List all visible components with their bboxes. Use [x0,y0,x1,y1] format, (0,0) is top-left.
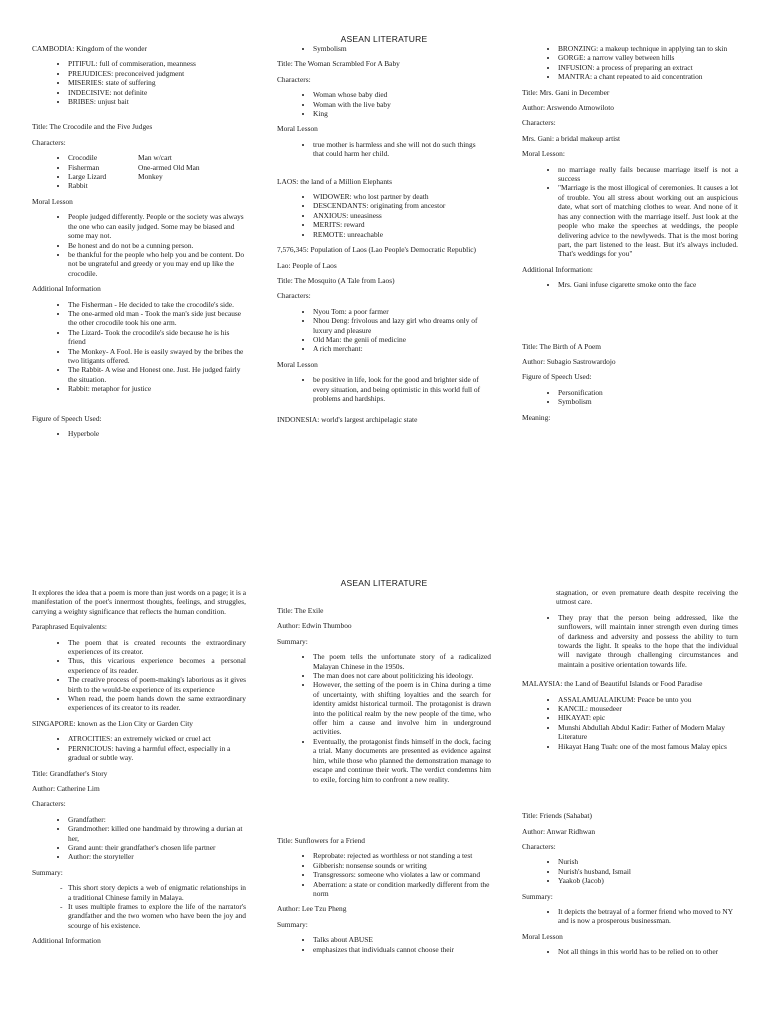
story-title: Title: The Exile [277,606,324,615]
column-3 [522,588,738,963]
list-item: • Woman with the live baby [313,100,487,109]
story-title: Title: The Crocodile and the Five Judges [32,122,153,132]
meaning-heading: Meaning: [522,412,551,422]
list-item: • People judged differently. People or the society was always the one who can easily judged. Some may be biased and some may not. [68,212,246,240]
list-item: • be thankful for the people who help you and be content. Do not be ungrateful and greedy or you may end up like the crocodile. [68,250,246,278]
list-item: • Nyou Tom: a poor farmer [313,307,487,316]
additional-info-list [522,280,738,289]
list-item: • When read, the poem hands down the same extraordinary experiences of its creator to its reader. [68,694,246,713]
summary-list [522,907,738,926]
list-item: • Hikayat Hang Tuah: one of the most famous Malay epics [558,742,738,751]
list-item: • "Marriage is the most illogical of ceremonies. It causes a lot of trouble. You all stress about working out an auspicious date, what sort of matching clothes to wear. And none of it has any connection with the marriage itself. Just look at the people who make the speeches at weddings, the people delivering advice to the newlyweds. That is the most boring part, the part listened to the least. But it's always included. That's weddings for you" [558,183,738,258]
figure-of-speech-heading: Figure of Speech Used: [522,372,592,382]
summary-list [32,883,246,930]
page-title: ASEAN LITERATURE [340,34,428,44]
list-item: • Mrs. Gani infuse cigarette smoke onto the face [558,280,738,289]
moral-heading: Moral Lesson [277,359,318,369]
continued-text: stagnation, or even premature death despite receiving the utmost care. [556,588,738,607]
list-item: • INDECISIVE: not definite [68,88,246,97]
list-item: - It uses multiple frames to explore the life of the narrator's grandfather and the two women who have been the joy and scourge of his existence. [68,902,246,930]
characters-heading: Characters: [277,74,311,84]
list-item: • Transgressors: someone who violates a law or command [313,870,491,879]
cambodia-vocab-list [32,59,246,106]
author-line: Author: Arswendo Atmowiloto [522,103,614,113]
characters-list [32,153,246,191]
moral-heading: Moral Lesson: [522,149,565,159]
moral-list [522,165,738,259]
list-item: • KANCIL: mousedeer [558,704,738,713]
indonesia-vocab-list [522,44,738,82]
indonesia-heading: INDONESIA: world's largest archipelagic state [277,415,418,425]
character-name: • Rabbit [68,181,88,191]
list-item: • The poem that is created recounts the extraordinary experiences of its creator. [68,638,246,657]
summary-heading: Summary: [277,636,308,646]
list-item: • ANXIOUS: uneasiness [313,211,487,220]
list-item [68,153,246,162]
list-item: • Reprobate: rejected as worthless or not standing a test [313,851,491,860]
list-item: • Be honest and do not be a cunning person. [68,241,246,250]
figure-of-speech-list [277,44,487,53]
lao-people-text: Lao: People of Laos [277,260,337,270]
moral-heading: Moral Lesson [522,931,563,941]
list-item: • MISERIES: state of suffering [68,78,246,87]
additional-info-heading: Additional Information: [522,264,593,274]
list-item: • King [313,109,487,118]
story-title: Title: Sunflowers for a Friend [277,835,365,845]
column-1 [32,44,246,444]
list-item: • BRONZING: a makeup technique in applying tan to skin [558,44,738,53]
list-item: • DESCENDANTS: originating from ancestor [313,201,487,210]
list-item: • The Rabbit- A wise and Honest one. Just. He judged fairly the situation. [68,365,246,384]
list-item: • Gibberish: nonsense sounds or writing [313,861,491,870]
list-item: • Symbolism [313,44,487,53]
character-name [138,181,238,190]
list-item: • The poem tells the unfortunate story of a radicalized Malayan Chinese in the 1950s. [313,652,491,671]
laos-heading: LAOS: the land of a Million Elephants [277,176,392,186]
author-line: Author: Lee Tzu Pheng [277,904,347,914]
list-item: • Nurish [558,857,738,866]
singapore-heading: SINGAPORE: known as the Lion City or Garden City [32,718,193,728]
malaysia-heading: MALAYSIA: the Land of Beautiful Islands or Food Paradise [522,679,703,689]
list-item: • Hyperbole [68,429,246,438]
list-item: • The creative process of poem-making's laborious as it gives birth to the would-be experience of its experience [68,675,246,694]
additional-info-list [32,300,246,394]
list-item: • Author: the storyteller [68,852,246,861]
characters-list [522,857,738,885]
character-line: Mrs. Gani: a bridal makeup artist [522,133,621,143]
moral-list [32,212,246,278]
characters-heading: Characters: [522,841,556,851]
intro-paragraph: It explores the idea that a poem is more than just words on a page; it is a manifestation of the poet's innermost thoughts, feelings, and struggles, carrying a weighty significance that reflects the human condition. [32,588,246,616]
characters-list [277,90,487,118]
additional-info-heading: Additional Information [32,284,101,294]
character-name: • Crocodile [68,153,98,163]
character-name: Monkey [138,172,163,182]
characters-heading: Characters: [32,137,66,147]
characters-list [32,815,246,862]
list-item: • Yaakob (Jacob) [558,876,738,885]
malaysia-vocab-list [522,695,738,751]
column-3 [522,44,738,428]
author-line: Author: Catherine Lim [32,783,100,793]
figure-of-speech-list [32,429,246,438]
list-item: - This short story depicts a web of enigmatic relationships in a traditional Chinese family in Malaya. [68,883,246,902]
laos-vocab-list [277,192,487,239]
list-item: • Eventually, the protagonist finds himself in the dock, facing a trial. Many documents are presented as evidence against him, while those who planned the demonstration manage to escape and continue their work. The verdict condemns him to exile, forcing him to confront a new reality. [313,737,491,784]
story-title: Title: Mrs. Gani in December [522,87,610,97]
characters-heading: Characters: [32,799,66,809]
list-item: • Aberration: a state or condition markedly different from the norm [313,880,491,899]
list-item: • Old Man: the genii of medicine [313,335,487,344]
cambodia-heading: CAMBODIA: Kingdom of the wonder [32,44,147,53]
list-item: • The Lizard- Took the crocodile's side because he is his friend [68,328,246,347]
list-item: • However, the setting of the poem is in China during a time of uncertainty, with shifting loyalties and the search for identity amidst historical turmoil. The protagonist is drawn into the political realm by the new people of the time, who offer him a cause and involve him in underground activities. [313,680,491,736]
author-line: Author: Edwin Thumboo [277,621,352,631]
list-item: • The man does not care about politicizing his ideology. [313,671,491,680]
list-item: • no marriage really fails because marriage itself is not a success [558,165,738,184]
moral-list [522,947,738,956]
list-item: • The one-armed old man - Took the man's side just because the other crocodile took his one arm. [68,309,246,328]
list-item: • The Fisherman - He decided to take the crocodile's side. [68,300,246,309]
character-name: One-armed Old Man [138,162,200,172]
characters-heading: Characters: [522,118,556,128]
list-item: • Not all things in this world has to be relied on to other [558,947,738,956]
list-item: • PERNICIOUS: having a harmful effect, especially in a gradual or subtle way. [68,744,246,763]
list-item: • Rabbit: metaphor for justice [68,384,246,393]
list-item [68,172,246,181]
moral-list [277,375,487,403]
list-item: • Grandmother: killed one handmaid by throwing a durian at her, [68,824,246,843]
story-title: Title: The Woman Scrambled For A Baby [277,59,400,69]
vocab-list [277,851,491,898]
characters-list [277,307,487,354]
author-line: Author: Anwar Ridhwan [522,826,596,836]
additional-info-heading: Additional Information [32,936,101,946]
author-line: Author: Subagio Sastrowardojo [522,356,616,366]
list-item: • Personification [558,388,738,397]
story-title: Title: The Mosquito (A Tale from Laos) [277,275,395,285]
column-2 [277,44,487,431]
summary-heading: Summary: [32,867,63,877]
list-item: • Talks about ABUSE [313,935,491,944]
list-item: • ATROCITIES: an extremely wicked or cruel act [68,734,246,743]
list-item: • Nurish's husband, Ismail [558,867,738,876]
summary-list [277,935,491,954]
paraphrased-list [32,638,246,713]
list-item: • emphasizes that individuals cannot choose their [313,945,491,954]
story-title: Title: Friends (Sahabat) [522,811,592,821]
summary-list [277,652,491,784]
character-name: • Fisherman [68,162,100,172]
list-item: • true mother is harmless and she will not do such things that could harm her child. [313,140,487,159]
list-item: • Nhou Deng: frivolous and lazy girl who dreams only of luxury and pleasure [313,316,487,335]
list-item: • HIKAYAT: epic [558,713,738,722]
list-item: • be positive in life, look for the good and brighter side of every situation, and being optimistic in this world full of problems and hardships. [313,375,487,403]
column-2 [277,606,491,960]
list-item: • PITIFUL: full of commiseration, meanness [68,59,246,68]
list-item: • It depicts the betrayal of a former friend who moved to NY and is now a prosperous businessman. [558,907,738,926]
moral-list [277,140,487,159]
character-name: Man w/cart [138,153,172,163]
list-item: • MANTRA: a chant repeated to aid concentration [558,72,738,81]
list-item: • A rich merchant: [313,344,487,353]
list-item: • WIDOWER: who lost partner by death [313,192,487,201]
list-item [68,163,246,172]
meaning-list [522,613,738,669]
list-item: • BRIBES: unjust bait [68,97,246,106]
story-title: Title: The Birth of A Poem [522,341,602,351]
list-item: • Munshi Abdullah Abdul Kadir: Father of Modern Malay Literature [558,723,738,742]
list-item: • PREJUDICES: preconceived judgment [68,69,246,78]
paraphrased-heading: Paraphrased Equivalents: [32,622,107,632]
list-item [68,181,246,190]
story-title: Title: Grandfather's Story [32,768,108,778]
singapore-vocab-list [32,734,246,762]
list-item: • ASSALAMUALAIKUM: Peace be unto you [558,695,738,704]
population-text: 7,576,345: Population of Laos (Lao People's Democratic Republic) [277,245,476,255]
list-item: • MERITS: reward [313,220,487,229]
character-name: • Large Lizard [68,172,107,182]
list-item: • Thus, this vicarious experience becomes a personal experience of its reader. [68,656,246,675]
list-item: • Symbolism [558,397,738,406]
list-item: • Woman whose baby died [313,90,487,99]
figure-of-speech-heading: Figure of Speech Used: [32,413,102,423]
document-page-2 [0,512,768,1024]
summary-heading: Summary: [522,891,553,901]
page-title: ASEAN LITERATURE [340,578,428,588]
list-item: • The Monkey- A Fool. He is easily swayed by the bribes the two litigants offered. [68,347,246,366]
moral-heading: Moral Lesson [32,196,73,206]
list-item: • Grandfather: [68,815,246,824]
column-1 [32,588,246,952]
figure-of-speech-list [522,388,738,407]
list-item: • REMOTE: unreachable [313,230,487,239]
summary-heading: Summary: [277,919,308,929]
list-item: • INFUSION: a process of preparing an extract [558,63,738,72]
list-item: • They pray that the person being addressed, like the sunflowers, will maintain inner strength even during times of darkness and adversity and possess the ability to turn towards the light. It speaks to the hope that the individual will navigate through challenging circumstances and maintain a positive orientation towards life. [558,613,738,669]
list-item: • Grand aunt: their grandfather's chosen life partner [68,843,246,852]
list-item: • GORGE: a narrow valley between hills [558,53,738,62]
characters-heading: Characters: [277,291,311,301]
moral-heading: Moral Lesson [277,124,318,134]
